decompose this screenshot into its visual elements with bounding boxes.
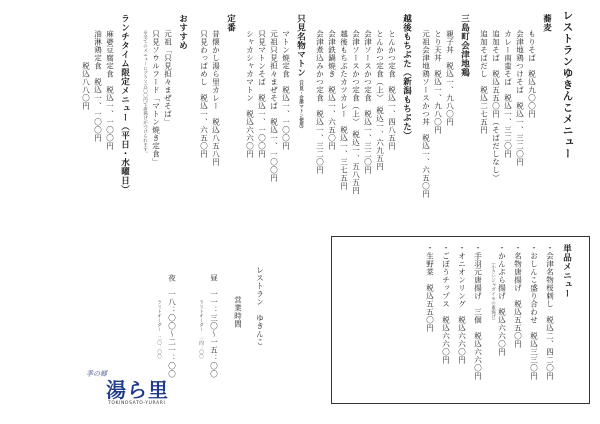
- menu-item: マトン焼定食 税込一、一〇〇円: [281, 30, 291, 150]
- logo-romaji: TOKINOSATO-YURARI: [108, 401, 166, 406]
- menu-item: 元祖只見担々まぜそば 税込一、一〇〇円: [269, 30, 279, 182]
- menu-item: とんかつ定食（上） 税込一、六九五円: [375, 30, 385, 171]
- menu-item: 只見マトンそば 税込一、一〇〇円: [257, 30, 267, 158]
- menu-item: シャカシャカマトン 税込六六〇円: [245, 30, 255, 158]
- menu-item: ・手羽元唐揚げ 三個 税込六六〇円: [473, 244, 483, 380]
- section-heading-teiban: 定番: [225, 14, 236, 32]
- menu-item: ・おしんこ盛り合わせ 税込三三〇円: [529, 244, 539, 380]
- section-heading-osusume: おすすめ: [177, 14, 188, 50]
- logo-tagline: 季の郷: [86, 370, 107, 378]
- menu-item: ・会津名物桜刺し 税込二、四二〇円: [545, 244, 555, 380]
- logo: [84, 364, 184, 414]
- menu-item: 会津ソースかつ定食（上） 税込一、五八五円: [351, 30, 361, 195]
- menu-item: 追加そばだし 税込二七五円: [479, 30, 489, 134]
- menu-item: 只見ソウルフード「マトン焼き定食」: [151, 30, 161, 166]
- menu-item: 追加そば 税込五五〇円（そばだしなし）: [491, 30, 501, 182]
- menu-item: 麻婆豆腐定食 税込一、一〇〇円: [105, 30, 115, 150]
- dinner-hours: 夜 一八：〇〇～二一：〇〇: [167, 274, 177, 378]
- menu-item: 只見わっぱめし 税込一、六五〇円: [199, 30, 209, 158]
- menu-item: ・ごぼうチップス 税込六六〇円: [441, 244, 451, 364]
- menu-item: カレー南蛮そば 税込一、三二〇円: [503, 30, 513, 158]
- section-heading-tanpin: 単品メニュー: [561, 244, 572, 298]
- menu-title: レストランゆきんこメニュー: [561, 10, 574, 160]
- menu-item: 税込八八〇円: [81, 62, 91, 110]
- menu-item: 会津煮込みかつ定食 税込一、三二〇円: [315, 30, 325, 174]
- menu-item: ・名物唐揚げ 税込五五〇円: [513, 244, 523, 348]
- menu-item: 越後もちぶたカツカレー 税込一、三七五円: [339, 30, 349, 190]
- section-heading-echigo: 越後もちぶた（新潟もちぶた）: [401, 14, 412, 140]
- osusume-note: ※全てのメニューにプラス五〇〇円で唐揚げがつけられます。: [142, 30, 148, 156]
- menu-item: 会津地鶏つけそば 税込一、三二〇円: [515, 30, 525, 166]
- menu-item: 元祖「只見担々まぜそば」: [163, 30, 173, 126]
- menu-item: 油淋鶏定食 税込一、一〇〇円: [93, 30, 103, 142]
- menu-item: 会津鉄鍋焼き 税込一、六五〇円: [327, 30, 337, 150]
- menu-item: ・かんぷら揚げ 税込六六〇円: [497, 244, 507, 356]
- restaurant-name: レストラン ゆきんこ: [255, 266, 265, 346]
- menu-item: 会津ソースかつ定食 税込一、三二〇円: [363, 30, 373, 174]
- business-hours-label: 営業時間: [233, 296, 243, 328]
- logo-name: 湯ら里: [106, 378, 169, 402]
- section-heading-lunch: ランチタイム限定メニュー（平日・水曜日）: [119, 14, 130, 194]
- menu-item: もりそば 税込九〇〇円: [527, 30, 537, 118]
- menu-item: ・オニオンリング 税込六六〇円: [457, 244, 467, 364]
- menu-item: とんかつ定食 税込一、四八五円: [387, 30, 397, 150]
- section-heading-soba: 蕎麦: [541, 14, 552, 32]
- menu-item-note: （小さいジャガイモの素揚げ）: [490, 260, 496, 323]
- menu-item: 元祖会津地鶏ソースかつ丼 税込一、六五〇円: [421, 30, 431, 198]
- menu-item: 昔懐かし湯ら里カレー 税込八五八円: [211, 30, 221, 166]
- lunch-hours: 昼 一一：三〇～一五：〇〇: [209, 274, 219, 378]
- section-heading-mishima: 三島町会津地鶏: [459, 14, 470, 77]
- dinner-last-order: ラストオーダー 二〇：〇〇: [156, 300, 162, 359]
- lunch-last-order: ラストオーダー 一四：〇〇: [198, 300, 204, 359]
- menu-item: とり天丼 税込一、九八〇円: [433, 30, 443, 134]
- section-heading-tadami: 只見名物マトン（只見・会津マトン使用）: [295, 14, 306, 131]
- menu-item: 親子丼 税込一、九八〇円: [445, 30, 455, 126]
- menu-item: ・生野菜 税込五五〇円: [425, 244, 435, 332]
